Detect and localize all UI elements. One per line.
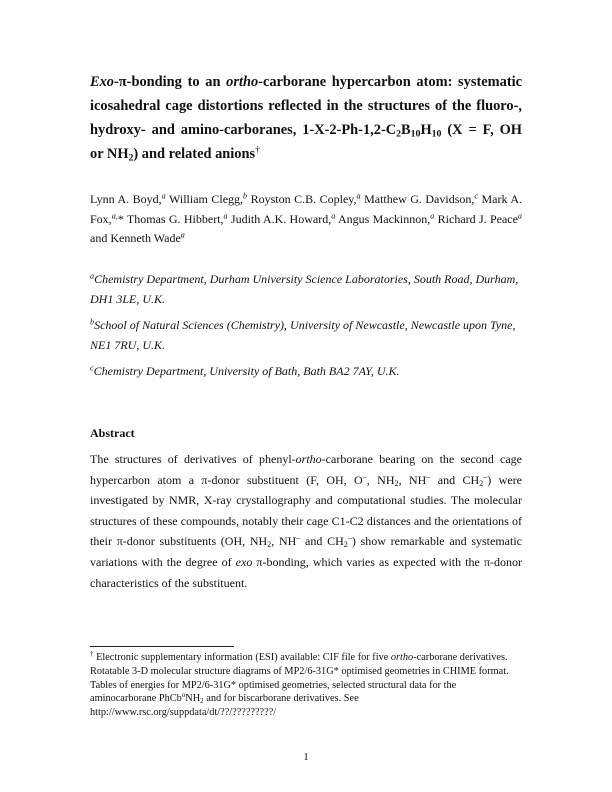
title-part: -π-bonding to an xyxy=(114,74,227,90)
title-part: Exo xyxy=(90,74,114,90)
title-part: ortho xyxy=(226,74,259,90)
title-part: (X = F, OH or NH xyxy=(90,122,522,162)
author: Lynn A. Boyd,$^a$ xyxy=(90,191,166,206)
title-subscript: 2 xyxy=(128,152,134,164)
author: William Clegg,$^b$ xyxy=(169,191,248,206)
footnote-rule xyxy=(90,646,234,647)
author-list xyxy=(90,190,522,249)
affiliations xyxy=(90,270,522,389)
title-part: B xyxy=(401,122,411,138)
paper-title xyxy=(90,70,522,166)
affiliation: $^a$Chemistry Department, Durham University Science Laboratories, South Road, Durham, DH1 3LE, U.K. xyxy=(90,271,519,306)
author: Royston C.B. Copley,$^a$ xyxy=(250,191,361,206)
author: Angus Mackinnon,$^a$ xyxy=(337,211,435,226)
title-dagger: † xyxy=(255,144,260,156)
title-part: H xyxy=(420,122,432,138)
affiliation: $^c$Chemistry Department, University of Bath, Bath BA2 7AY, U.K. xyxy=(90,363,400,378)
abstract-body: The structures of derivatives of phenyl-ortho-carborane bearing on the second cage hypercarbon atom a π-donor substituent (F, OH, O–, $NH_2$, NH– and $CH_2^-$) were investigated by NMR, X-ray crystallography and computational studies. The molecular structures of these compounds, notably their cage C1-C2 distances and the orientations of their π-donor substituents (OH, $NH_2$, NH– and $CH_2^-$) show remarkable and systematic variations with the degree of exo π-bonding, which varies as expected with the π-donor characteristics of the substituent. xyxy=(90,452,522,590)
title-part: ) and related anions xyxy=(133,146,256,162)
title-subscript: 10 xyxy=(431,128,442,140)
title-subscript: 10 xyxy=(410,128,421,140)
title-part: -carborane hypercarbon atom: systematic icosahedral cage distortions reflected in the structures of the fluoro-, hydroxy- and amino-carboranes, 1-X-2-Ph-1,2-C xyxy=(90,74,522,138)
author: Mark A. Fox,$^{a,}$* xyxy=(90,192,523,226)
author: Richard J. Peace$^a$ xyxy=(437,211,522,226)
abstract-heading: Abstract xyxy=(90,426,135,440)
title-subscript: 2 xyxy=(396,128,402,140)
page-number: 1 xyxy=(303,751,309,763)
author: Judith A.K. Howard,$^a$ xyxy=(230,211,336,226)
author: Matthew G. Davidson,$^c$ xyxy=(364,191,479,206)
footnote: † Electronic supplementary information (ESI) available: CIF file for five ortho-carborane derivatives. Rotatable 3-D molecular structure diagrams of MP2/6-31G* optimised geometries in CHIME format. Tables of energies for MP2/6-31G* optimised geometries, selected structural data for the aminocarborane $PhCb^oNH_2$ and for biscarborane derivatives. See http://www.rsc.org/suppdata/dt/??/?????????/ xyxy=(90,650,509,719)
author: Thomas G. Hibbert,$^a$ xyxy=(126,211,228,226)
affiliation: $^b$School of Natural Sciences (Chemistry), University of Newcastle, Newcastle upon Tyne, NE1 7RU, U.K. xyxy=(90,317,516,352)
author: and Kenneth Wade$^a$ xyxy=(90,230,185,245)
